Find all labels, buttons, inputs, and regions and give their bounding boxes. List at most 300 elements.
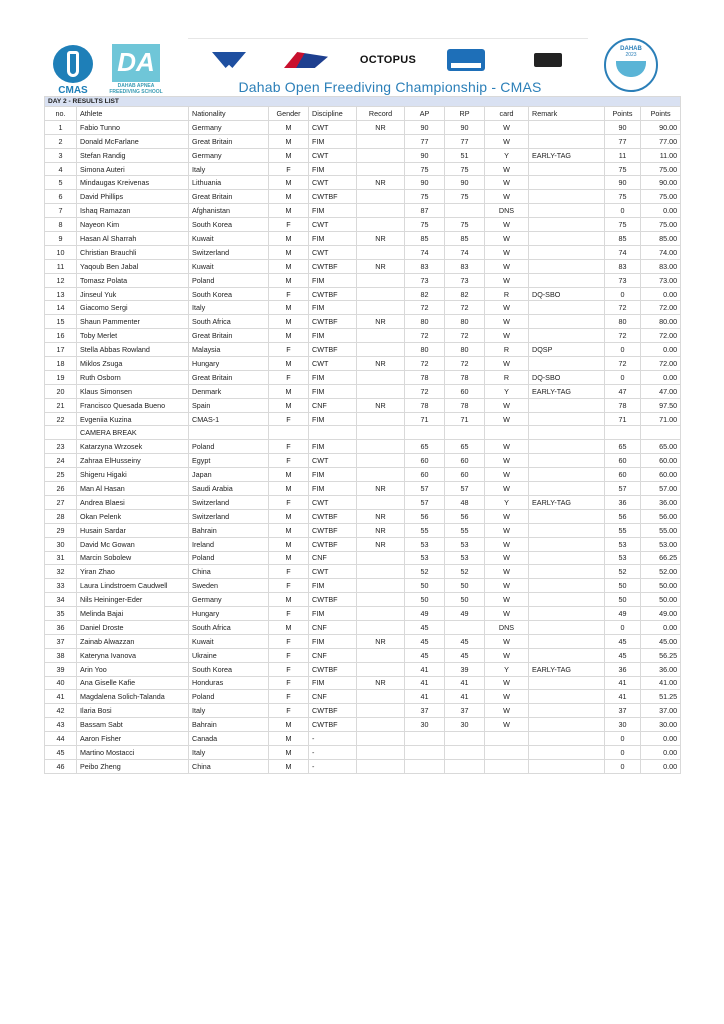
- cell-remark: [529, 301, 605, 315]
- cell-no: 24: [45, 454, 77, 468]
- table-row: [45, 732, 681, 746]
- cell-card: W: [485, 329, 529, 343]
- table-row: [45, 190, 681, 204]
- cell-rp: 65: [445, 440, 485, 454]
- cell-ap: 37: [405, 704, 445, 718]
- cell-rp: 72: [445, 357, 485, 371]
- cell-gender: F: [269, 218, 309, 232]
- cell-points: 72: [605, 329, 641, 343]
- cell-no: 36: [45, 620, 77, 634]
- cell-ap: 53: [405, 537, 445, 551]
- cell-remark: [529, 732, 605, 746]
- cell-record: NR: [357, 398, 405, 412]
- cell-athlete: Zainab Alwazzan: [77, 634, 189, 648]
- sponsor-logo-1: [210, 47, 248, 73]
- table-row: [45, 329, 681, 343]
- cell-card: W: [485, 134, 529, 148]
- cell-ap: 90: [405, 176, 445, 190]
- cell-discipline: CWTBF: [309, 343, 357, 357]
- cell-record: [357, 287, 405, 301]
- cell-points-final: 57.00: [641, 482, 681, 496]
- cell-remark: [529, 440, 605, 454]
- header-nationality: Nationality: [189, 107, 269, 121]
- cell-ap: 53: [405, 551, 445, 565]
- cell-remark: [529, 329, 605, 343]
- cell-gender: M: [269, 468, 309, 482]
- cell-ap: 52: [405, 565, 445, 579]
- cell-rp: 52: [445, 565, 485, 579]
- cell-discipline: CWT: [309, 120, 357, 134]
- cell-discipline: FIM: [309, 204, 357, 218]
- cell-nationality: South Korea: [189, 287, 269, 301]
- cell-no: 46: [45, 759, 77, 773]
- cell-points-final: 85.00: [641, 232, 681, 246]
- cell-record: [357, 648, 405, 662]
- cell-ap: 72: [405, 329, 445, 343]
- cell-points-final: 36.00: [641, 495, 681, 509]
- cell-record: [357, 426, 405, 440]
- header-points-final: Points: [641, 107, 681, 121]
- cell-no: 41: [45, 690, 77, 704]
- cell-discipline: FIM: [309, 301, 357, 315]
- cell-points: 56: [605, 509, 641, 523]
- cell-remark: DQ-SBO: [529, 287, 605, 301]
- cell-points-final: 11.00: [641, 148, 681, 162]
- cell-points: 0: [605, 343, 641, 357]
- cell-athlete: Yiran Zhao: [77, 565, 189, 579]
- cell-record: NR: [357, 176, 405, 190]
- cell-discipline: CNF: [309, 551, 357, 565]
- cell-no: 32: [45, 565, 77, 579]
- cell-nationality: Lithuania: [189, 176, 269, 190]
- cell-gender: M: [269, 204, 309, 218]
- cell-ap: 41: [405, 690, 445, 704]
- cell-rp: 57: [445, 482, 485, 496]
- cell-ap: 85: [405, 232, 445, 246]
- sponsor-logo-4: [444, 47, 488, 73]
- cell-points-final: 0.00: [641, 370, 681, 384]
- cell-ap: 78: [405, 398, 445, 412]
- cell-nationality: South Africa: [189, 315, 269, 329]
- cell-gender: F: [269, 454, 309, 468]
- cell-athlete: Klaus Simonsen: [77, 384, 189, 398]
- cell-rp: 75: [445, 162, 485, 176]
- table-row: [45, 565, 681, 579]
- cell-athlete: Aaron Fisher: [77, 732, 189, 746]
- cell-card: W: [485, 537, 529, 551]
- header-athlete: Athlete: [77, 107, 189, 121]
- cell-card: Y: [485, 495, 529, 509]
- header-discipline: Discipline: [309, 107, 357, 121]
- cell-ap: 45: [405, 648, 445, 662]
- cell-athlete: Shigeru Higaki: [77, 468, 189, 482]
- cell-card: R: [485, 343, 529, 357]
- cell-nationality: Great Britain: [189, 190, 269, 204]
- cell-discipline: CWT: [309, 218, 357, 232]
- cell-discipline: FIM: [309, 162, 357, 176]
- table-row: [45, 273, 681, 287]
- cell-nationality: Italy: [189, 301, 269, 315]
- cell-no: 43: [45, 718, 77, 732]
- cell-discipline: CNF: [309, 690, 357, 704]
- cell-athlete: Ishaq Ramazan: [77, 204, 189, 218]
- cell-athlete: Andrea Blaesi: [77, 495, 189, 509]
- cell-athlete: Katarzyna Wrzosek: [77, 440, 189, 454]
- cell-points-final: 52.00: [641, 565, 681, 579]
- cell-remark: [529, 690, 605, 704]
- cell-rp: [445, 759, 485, 773]
- cell-discipline: CWTBF: [309, 287, 357, 301]
- cell-nationality: Great Britain: [189, 134, 269, 148]
- cell-rp: 41: [445, 676, 485, 690]
- cell-record: [357, 343, 405, 357]
- cell-rp: 78: [445, 398, 485, 412]
- cell-no: 18: [45, 357, 77, 371]
- cell-gender: M: [269, 523, 309, 537]
- cell-record: NR: [357, 259, 405, 273]
- cell-nationality: Ukraine: [189, 648, 269, 662]
- cell-remark: EARLY-TAG: [529, 662, 605, 676]
- cell-ap: 72: [405, 301, 445, 315]
- cell-remark: [529, 120, 605, 134]
- cell-ap: 82: [405, 287, 445, 301]
- cell-points-final: 56.00: [641, 509, 681, 523]
- cell-rp: 45: [445, 634, 485, 648]
- cell-gender: M: [269, 759, 309, 773]
- cell-record: NR: [357, 232, 405, 246]
- table-row: [45, 718, 681, 732]
- cell-discipline: CWT: [309, 357, 357, 371]
- cell-remark: [529, 204, 605, 218]
- cell-points-final: 0.00: [641, 745, 681, 759]
- cell-athlete: Fabio Tunno: [77, 120, 189, 134]
- cell-discipline: FIM: [309, 579, 357, 593]
- cell-gender: M: [269, 273, 309, 287]
- cell-points: 83: [605, 259, 641, 273]
- cell-athlete: Marcin Sobolew: [77, 551, 189, 565]
- cell-no: 23: [45, 440, 77, 454]
- cell-remark: [529, 634, 605, 648]
- cell-points-final: 37.00: [641, 704, 681, 718]
- cell-points-final: 36.00: [641, 662, 681, 676]
- cell-gender: F: [269, 690, 309, 704]
- cell-gender: F: [269, 343, 309, 357]
- cell-rp: 37: [445, 704, 485, 718]
- cell-nationality: China: [189, 759, 269, 773]
- table-row: [45, 509, 681, 523]
- cell-card: W: [485, 482, 529, 496]
- cell-card: W: [485, 523, 529, 537]
- cell-rp: [445, 745, 485, 759]
- cell-remark: [529, 579, 605, 593]
- header-card: card: [485, 107, 529, 121]
- cell-rp: [445, 620, 485, 634]
- cell-discipline: CWTBF: [309, 662, 357, 676]
- cell-record: [357, 301, 405, 315]
- cell-points: 0: [605, 745, 641, 759]
- cell-ap: 45: [405, 620, 445, 634]
- cell-gender: M: [269, 301, 309, 315]
- cell-remark: [529, 468, 605, 482]
- cell-points-final: 75.00: [641, 190, 681, 204]
- cell-ap: 75: [405, 218, 445, 232]
- cell-card: W: [485, 190, 529, 204]
- cell-remark: [529, 454, 605, 468]
- cell-points-final: 71.00: [641, 412, 681, 426]
- header-record: Record: [357, 107, 405, 121]
- cell-card: [485, 759, 529, 773]
- cell-points-final: 75.00: [641, 218, 681, 232]
- cell-remark: [529, 190, 605, 204]
- table-row: [45, 704, 681, 718]
- cell-discipline: FIM: [309, 482, 357, 496]
- cell-no: 42: [45, 704, 77, 718]
- cell-no: 16: [45, 329, 77, 343]
- cell-ap: 57: [405, 482, 445, 496]
- cell-gender: F: [269, 676, 309, 690]
- cell-points: 78: [605, 398, 641, 412]
- table-row: [45, 454, 681, 468]
- cell-points-final: 0.00: [641, 732, 681, 746]
- cell-athlete: Laura Lindstroem Caudwell: [77, 579, 189, 593]
- cell-gender: F: [269, 412, 309, 426]
- table-row: [45, 370, 681, 384]
- cell-athlete: Magdalena Solich-Talanda: [77, 690, 189, 704]
- cell-nationality: [189, 426, 269, 440]
- cell-athlete: Toby Merlet: [77, 329, 189, 343]
- cell-rp: 74: [445, 245, 485, 259]
- cell-athlete: Simona Auteri: [77, 162, 189, 176]
- cell-points: 73: [605, 273, 641, 287]
- cell-ap: [405, 732, 445, 746]
- cell-points: 90: [605, 120, 641, 134]
- cell-athlete: Miklos Zsuga: [77, 357, 189, 371]
- cell-points: 30: [605, 718, 641, 732]
- cell-remark: [529, 259, 605, 273]
- cell-athlete: Giacomo Sergi: [77, 301, 189, 315]
- cell-record: [357, 704, 405, 718]
- cell-nationality: Switzerland: [189, 495, 269, 509]
- cell-points-final: 30.00: [641, 718, 681, 732]
- cell-ap: 65: [405, 440, 445, 454]
- cell-rp: 51: [445, 148, 485, 162]
- cell-card: R: [485, 287, 529, 301]
- cell-discipline: CWT: [309, 495, 357, 509]
- cell-record: [357, 204, 405, 218]
- cell-card: W: [485, 412, 529, 426]
- cell-rp: 78: [445, 370, 485, 384]
- table-row: [45, 176, 681, 190]
- cell-remark: [529, 551, 605, 565]
- cell-points: 75: [605, 218, 641, 232]
- table-row: [45, 579, 681, 593]
- table-row: [45, 745, 681, 759]
- cell-athlete: Tomasz Polata: [77, 273, 189, 287]
- cell-points-final: 0.00: [641, 204, 681, 218]
- table-row: [45, 495, 681, 509]
- cell-remark: [529, 412, 605, 426]
- cell-record: NR: [357, 509, 405, 523]
- cell-nationality: Bahrain: [189, 718, 269, 732]
- table-row: [45, 218, 681, 232]
- table-row: [45, 593, 681, 607]
- cell-athlete: Francisco Quesada Bueno: [77, 398, 189, 412]
- table-row: [45, 134, 681, 148]
- table-row: [45, 537, 681, 551]
- cell-points: 50: [605, 593, 641, 607]
- cell-no: 28: [45, 509, 77, 523]
- cell-rp: 72: [445, 301, 485, 315]
- cell-card: W: [485, 398, 529, 412]
- cell-record: [357, 454, 405, 468]
- cell-record: NR: [357, 537, 405, 551]
- cell-no: 38: [45, 648, 77, 662]
- cell-card: Y: [485, 384, 529, 398]
- cell-points-final: 66.25: [641, 551, 681, 565]
- cell-discipline: CWTBF: [309, 509, 357, 523]
- cell-ap: 50: [405, 593, 445, 607]
- cell-athlete: Mindaugas Kreivenas: [77, 176, 189, 190]
- cell-nationality: Poland: [189, 551, 269, 565]
- cell-points: 47: [605, 384, 641, 398]
- cell-points-final: 60.00: [641, 468, 681, 482]
- cell-discipline: FIM: [309, 412, 357, 426]
- header-remark: Remark: [529, 107, 605, 121]
- cell-ap: 80: [405, 315, 445, 329]
- cell-discipline: CWT: [309, 565, 357, 579]
- cell-rp: 73: [445, 273, 485, 287]
- cell-nationality: Germany: [189, 148, 269, 162]
- cell-card: Y: [485, 148, 529, 162]
- cell-gender: M: [269, 509, 309, 523]
- cell-nationality: South Korea: [189, 662, 269, 676]
- sponsor-strip: [188, 38, 588, 77]
- cell-points: 72: [605, 301, 641, 315]
- cell-discipline: FIM: [309, 134, 357, 148]
- cell-card: W: [485, 593, 529, 607]
- cell-ap: 56: [405, 509, 445, 523]
- cell-nationality: Poland: [189, 690, 269, 704]
- cell-remark: [529, 648, 605, 662]
- cell-record: [357, 620, 405, 634]
- cell-points: 72: [605, 357, 641, 371]
- cell-points: 0: [605, 370, 641, 384]
- cell-points: 45: [605, 634, 641, 648]
- cell-points-final: 60.00: [641, 454, 681, 468]
- cell-nationality: Japan: [189, 468, 269, 482]
- cell-card: W: [485, 718, 529, 732]
- cell-gender: M: [269, 259, 309, 273]
- cell-remark: [529, 482, 605, 496]
- cell-ap: 45: [405, 634, 445, 648]
- cell-points: 0: [605, 620, 641, 634]
- cell-gender: M: [269, 120, 309, 134]
- cell-nationality: Saudi Arabia: [189, 482, 269, 496]
- cell-record: [357, 273, 405, 287]
- cell-rp: 60: [445, 468, 485, 482]
- cell-record: [357, 329, 405, 343]
- cell-no: 1: [45, 120, 77, 134]
- cell-athlete: David Phillips: [77, 190, 189, 204]
- cell-nationality: Kuwait: [189, 232, 269, 246]
- cell-points-final: 51.25: [641, 690, 681, 704]
- cell-gender: M: [269, 232, 309, 246]
- cell-gender: F: [269, 440, 309, 454]
- cell-remark: [529, 620, 605, 634]
- cell-rp: 90: [445, 120, 485, 134]
- cell-card: W: [485, 468, 529, 482]
- table-row: [45, 551, 681, 565]
- table-row: [45, 120, 681, 134]
- cell-record: [357, 468, 405, 482]
- cell-remark: [529, 218, 605, 232]
- cell-points-final: 50.00: [641, 593, 681, 607]
- cell-rp: 30: [445, 718, 485, 732]
- table-row: [45, 620, 681, 634]
- cell-no: 39: [45, 662, 77, 676]
- cell-card: W: [485, 579, 529, 593]
- cell-points: 0: [605, 759, 641, 773]
- cell-record: [357, 162, 405, 176]
- header-points: Points: [605, 107, 641, 121]
- table-row: [45, 232, 681, 246]
- cell-athlete: Ilaria Bosi: [77, 704, 189, 718]
- cell-record: NR: [357, 482, 405, 496]
- cell-no: 31: [45, 551, 77, 565]
- cell-points-final: [641, 426, 681, 440]
- cell-no: 21: [45, 398, 77, 412]
- cell-discipline: CWTBF: [309, 259, 357, 273]
- cell-no: 22: [45, 412, 77, 426]
- cell-remark: [529, 134, 605, 148]
- cell-card: W: [485, 648, 529, 662]
- section-label: DAY 2 - RESULTS LIST: [45, 97, 681, 107]
- cell-record: [357, 662, 405, 676]
- cell-gender: F: [269, 495, 309, 509]
- cell-card: W: [485, 704, 529, 718]
- cell-nationality: Italy: [189, 162, 269, 176]
- cell-card: W: [485, 440, 529, 454]
- cell-nationality: Germany: [189, 120, 269, 134]
- cell-discipline: FIM: [309, 634, 357, 648]
- cell-gender: F: [269, 565, 309, 579]
- cell-points-final: 41.00: [641, 676, 681, 690]
- cell-card: Y: [485, 662, 529, 676]
- cell-ap: 57: [405, 495, 445, 509]
- cell-nationality: Bahrain: [189, 523, 269, 537]
- cell-gender: M: [269, 357, 309, 371]
- cell-nationality: Egypt: [189, 454, 269, 468]
- cell-ap: 71: [405, 412, 445, 426]
- cell-discipline: FIM: [309, 676, 357, 690]
- cell-remark: [529, 162, 605, 176]
- table-row: [45, 607, 681, 621]
- table-row: [45, 648, 681, 662]
- cell-ap: [405, 759, 445, 773]
- cell-no: 35: [45, 607, 77, 621]
- cell-points: 80: [605, 315, 641, 329]
- cell-points-final: 72.00: [641, 357, 681, 371]
- cell-athlete: CAMERA BREAK: [77, 426, 189, 440]
- cell-card: R: [485, 370, 529, 384]
- results-table: [44, 96, 681, 774]
- cell-record: NR: [357, 523, 405, 537]
- cell-nationality: Great Britain: [189, 329, 269, 343]
- table-row: [45, 343, 681, 357]
- cell-ap: 80: [405, 343, 445, 357]
- cell-nationality: Italy: [189, 704, 269, 718]
- cell-points: 85: [605, 232, 641, 246]
